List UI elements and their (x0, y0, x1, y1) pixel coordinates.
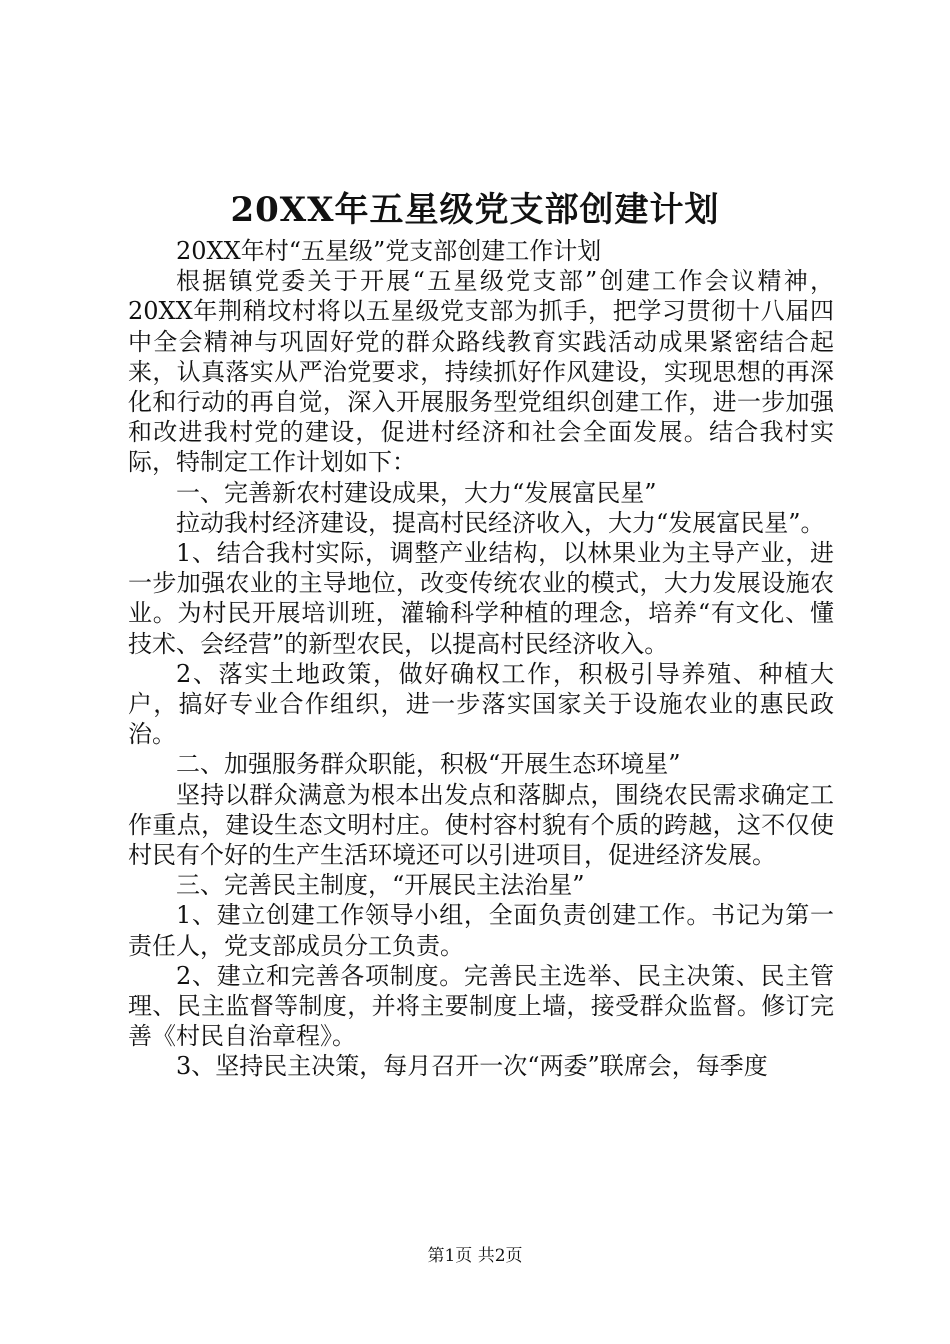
paragraph: 1、结合我村实际，调整产业结构，以林果业为主导产业，进一步加强农业的主导地位，改变传统农业的模式，大力发展设施农业。为村民开展培训班，灌输科学种植的理念，培养“有文化、懂技术、会经营”的新型农民，以提高村民经济收入。 (128, 539, 834, 658)
paragraph-intro: 根据镇党委关于开展“五星级党支部”创建工作会议精神，20XX年荆稍坟村将以五星级党支部为抓手，把学习贯彻十八届四中全会精神与巩固好党的群众路线教育实践活动成果紧密结合起来，认真落实从严治党要求，持续抓好作风建设，实现思想的再深化和行动的再自觉，深入开展服务型党组织创建工作，进一步加强和改进我村党的建设，促进村经济和社会全面发展。结合我村实际，特制定工作计划如下： (128, 267, 834, 477)
section-heading-2: 二、加强服务群众职能，积极“开展生态环境星” (176, 750, 681, 779)
page-footer: 第1页 共2页 (427, 1246, 523, 1266)
paragraph: 拉动我村经济建设，提高村民经济收入，大力“发展富民星”。 (176, 508, 825, 537)
paragraph: 坚持以群众满意为根本出发点和落脚点，围绕农民需求确定工作重点，建设生态文明村庄。使村容村貌有个质的跨越，这不仅使村民有个好的生产生活环境还可以引进项目，促进经济发展。 (128, 780, 834, 870)
document-body (128, 236, 834, 1082)
paragraph: 3、坚持民主决策，每月召开一次“两委”联席会，每季度 (176, 1052, 768, 1081)
paragraph: 1、建立创建工作领导小组，全面负责创建工作。书记为第一责任人，党支部成员分工负责。 (128, 901, 834, 960)
section-heading-3: 三、完善民主制度，“开展民主法治星” (176, 871, 585, 900)
section-heading-1: 一、完善新农村建设成果，大力“发展富民星” (176, 478, 657, 507)
document-title: 20XX年五星级党支部创建计划 (230, 190, 720, 230)
paragraph: 2、建立和完善各项制度。完善民主选举、民主决策、民主管理、民主监督等制度，并将主要制度上墙，接受群众监督。修订完善《村民自治章程》。 (128, 961, 834, 1051)
paragraph-subtitle: 20XX年村“五星级”党支部创建工作计划 (176, 237, 602, 265)
paragraph: 2、落实土地政策，做好确权工作，积极引导养殖、种植大户，搞好专业合作组织，进一步落实国家关于设施农业的惠民政治。 (128, 659, 834, 749)
